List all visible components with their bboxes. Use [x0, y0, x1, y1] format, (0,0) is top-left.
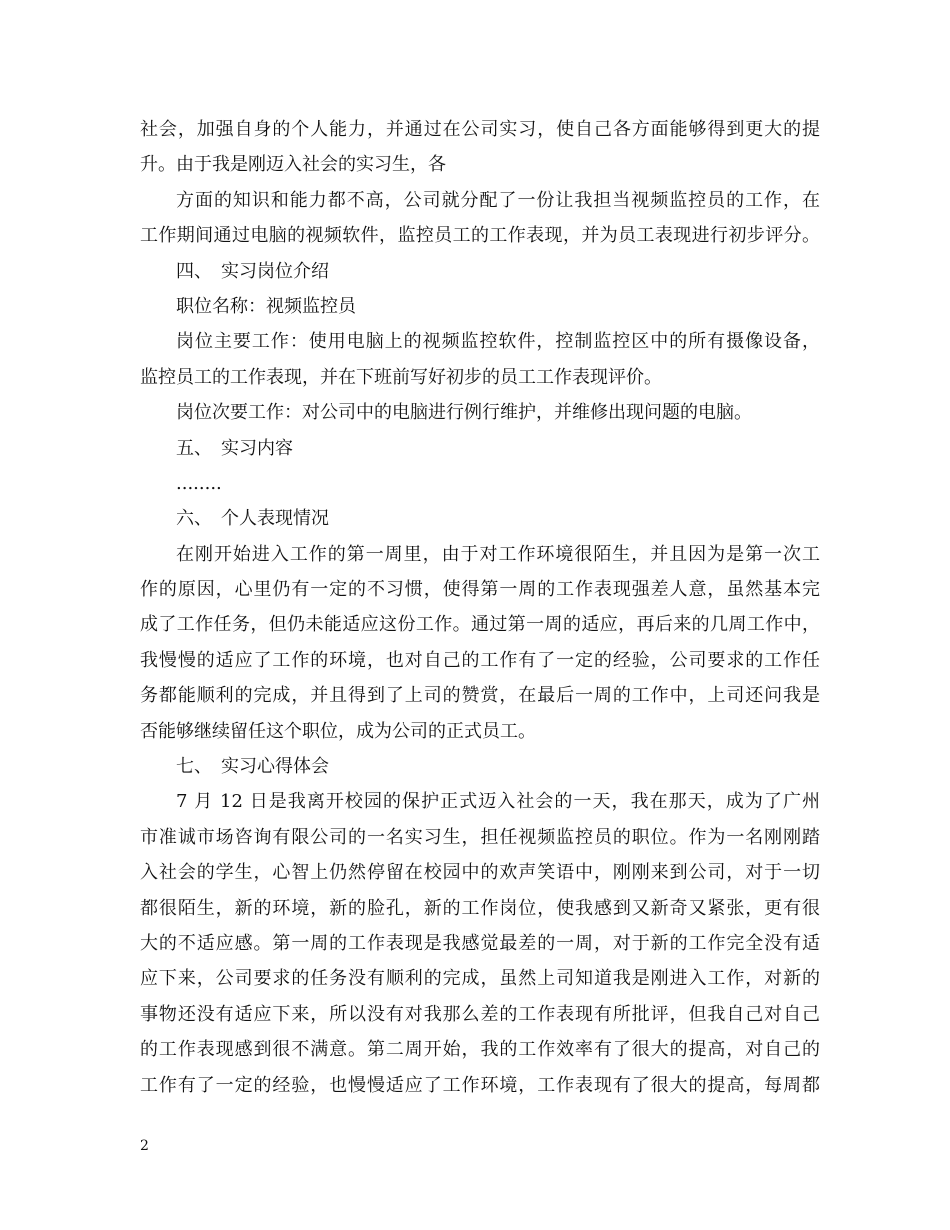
body-text [140, 112, 820, 1103]
text-line: 作的原因，心里仍有一定的不习惯，使得第一周的工作表现强差人意，虽然基本完 [140, 579, 820, 601]
text-line: 岗位次要工作：对公司中的电脑进行例行维护，并维修出现问题的电脑。 [176, 402, 752, 424]
text-line: 工作期间通过电脑的视频软件，监控员工的工作表现，并为员工表现进行初步评分。 [140, 225, 820, 247]
text-line: 升。由于我是刚迈入社会的实习生，各 [140, 154, 446, 176]
text-line: 7 月 12 日是我离开校园的保护正式迈入社会的一天，我在那天，成为了广州 [176, 791, 820, 813]
text-line: 的工作表现感到很不满意。第二周开始，我的工作效率有了很大的提高，对自己的 [140, 1039, 820, 1061]
text-line: 都很陌生，新的环境，新的脸孔，新的工作岗位，使我感到又新奇又紧张，更有很 [140, 897, 820, 919]
section-heading-7: 七、 实习心得体会 [176, 756, 329, 778]
text-line: 事物还没有适应下来，所以没有对我那么差的工作表现有所批评，但我自己对自己 [140, 1003, 820, 1025]
text-line: 岗位主要工作：使用电脑上的视频监控软件，控制监控区中的所有摄像设备， [176, 331, 820, 353]
text-line: 方面的知识和能力都不高，公司就分配了一份让我担当视频监控员的工作，在 [176, 189, 820, 211]
text-line: 市准诚市场咨询有限公司的一名实习生，担任视频监控员的职位。作为一名刚刚踏 [140, 826, 820, 848]
text-line: 监控员工的工作表现，并在下班前写好初步的员工工作表现评价。 [140, 366, 662, 388]
text-line: 成了工作任务，但仍未能适应这份工作。通过第一周的适应，再后来的几周工作中， [140, 614, 820, 636]
text-line: 职位名称：视频监控员 [176, 295, 356, 317]
text-line: 否能够继续留任这个职位，成为公司的正式员工。 [140, 720, 536, 742]
page-number: 2 [140, 1138, 149, 1154]
text-line: 我慢慢的适应了工作的环境，也对自己的工作有了一定的经验，公司要求的工作任 [140, 649, 820, 671]
section-heading-5: 五、 实习内容 [176, 437, 293, 459]
section-heading-4: 四、 实习岗位介绍 [176, 260, 329, 282]
text-line: 大的不适应感。第一周的工作表现是我感觉最差的一周，对于新的工作完全没有适 [140, 932, 820, 954]
ellipsis-line: ........ [176, 472, 222, 494]
text-line: 务都能顺利的完成，并且得到了上司的赞赏，在最后一周的工作中，上司还问我是 [140, 685, 820, 707]
text-line: 在刚开始进入工作的第一周里，由于对工作环境很陌生，并且因为是第一次工 [176, 543, 820, 565]
section-heading-6: 六、 个人表现情况 [176, 508, 329, 530]
text-line: 工作有了一定的经验，也慢慢适应了工作环境，工作表现有了很大的提高，每周都 [140, 1074, 820, 1096]
text-line: 入社会的学生，心智上仍然停留在校园中的欢声笑语中，刚刚来到公司，对于一切 [140, 862, 820, 884]
text-line: 应下来，公司要求的任务没有顺利的完成，虽然上司知道我是刚进入工作，对新的 [140, 968, 820, 990]
text-line: 社会，加强自身的个人能力，并通过在公司实习，使自己各方面能够得到更大的提 [140, 119, 820, 140]
